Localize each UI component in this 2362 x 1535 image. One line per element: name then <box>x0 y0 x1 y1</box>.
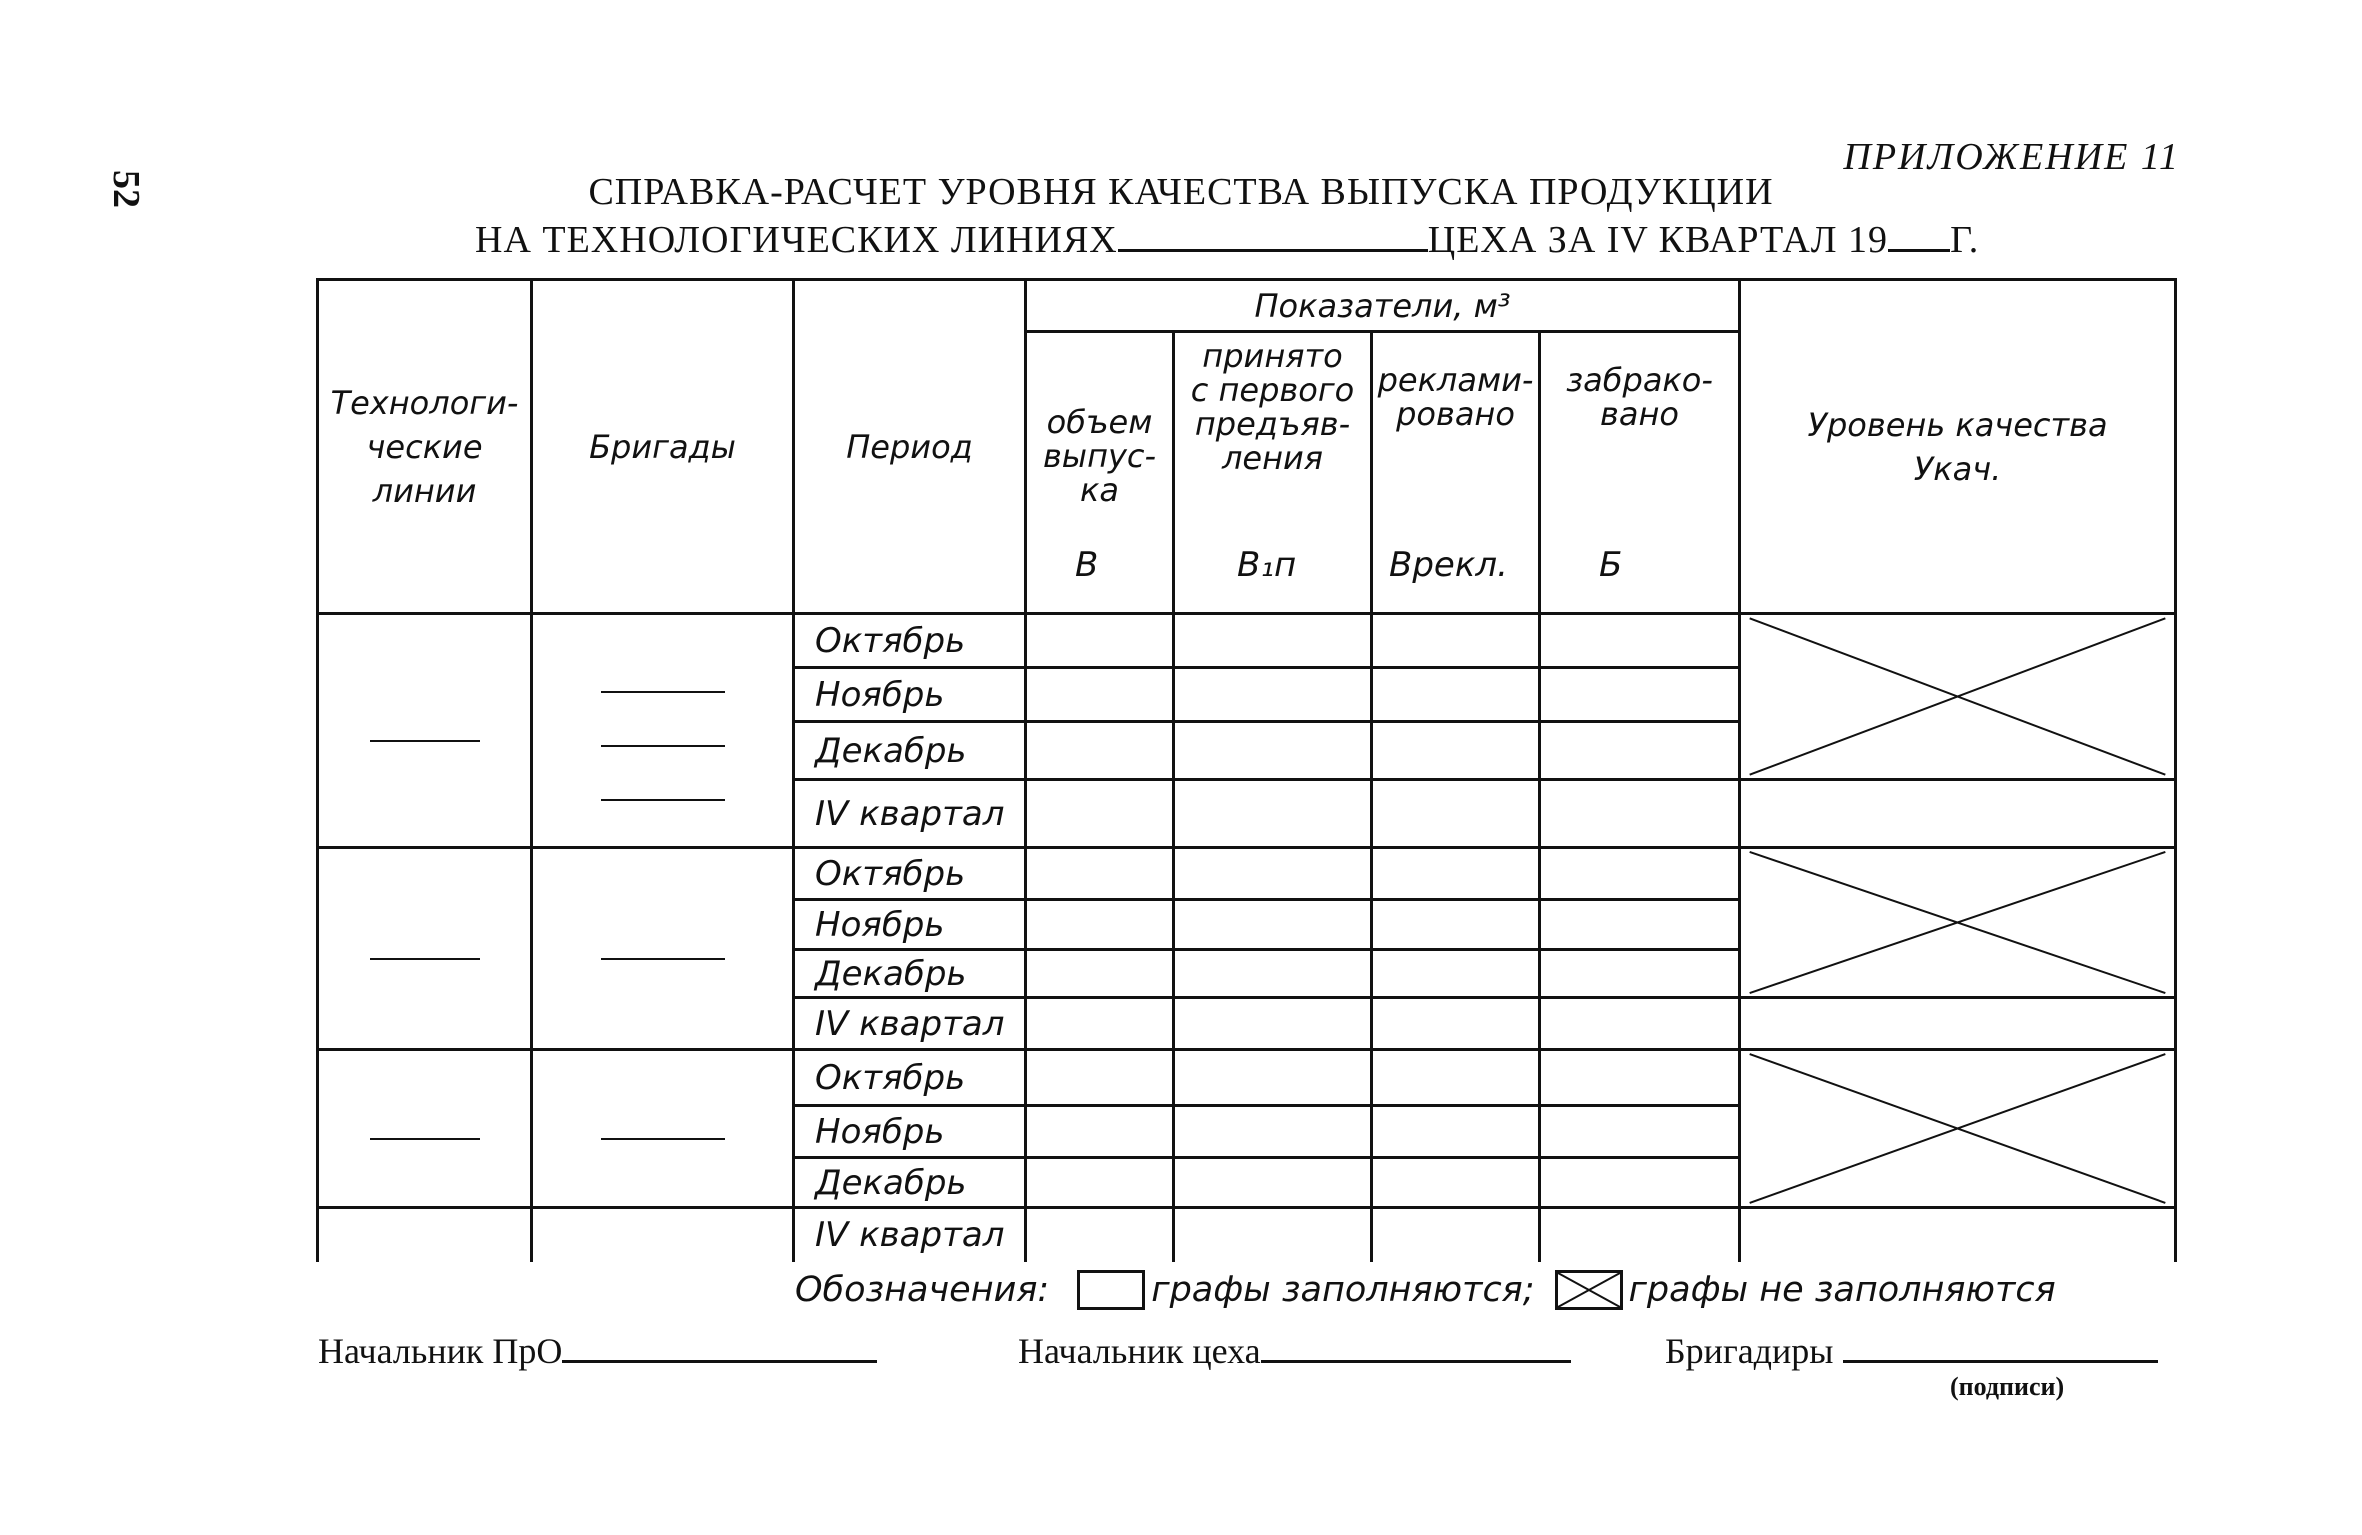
value-cell[interactable] <box>1026 614 1174 668</box>
header-rejected <box>1540 332 1740 614</box>
rejected-symbol: Б <box>1599 545 1623 585</box>
period-cell: IV квартал <box>794 998 1026 1050</box>
value-cell[interactable] <box>1540 1106 1740 1158</box>
value-cell[interactable] <box>1372 950 1540 998</box>
period-cell: Ноябрь <box>794 900 1026 950</box>
value-cell[interactable] <box>1372 722 1540 780</box>
dash-mark <box>370 1138 480 1140</box>
value-cell[interactable] <box>1372 1208 1540 1262</box>
tech-line-cell <box>318 1208 532 1262</box>
value-cell[interactable] <box>1174 780 1372 848</box>
dash-mark <box>601 691 725 693</box>
brigade-dashes <box>533 661 792 801</box>
signature-line[interactable] <box>1261 1330 1571 1363</box>
period-cell: IV квартал <box>794 780 1026 848</box>
value-cell[interactable] <box>1174 1208 1372 1262</box>
value-cell[interactable] <box>1174 1106 1372 1158</box>
claimed-symbol: Врекл. <box>1389 545 1508 585</box>
value-cell[interactable] <box>1174 900 1372 950</box>
tech-line-cell <box>318 1050 532 1208</box>
signature-line[interactable] <box>562 1330 877 1363</box>
brigade-cell <box>532 1208 794 1262</box>
rejected-label: забрако- вано <box>1566 361 1713 433</box>
title-part-year: Г. <box>1950 219 1980 261</box>
value-cell[interactable] <box>1540 1158 1740 1208</box>
value-cell[interactable] <box>1174 614 1372 668</box>
value-cell[interactable] <box>1372 848 1540 900</box>
legend-filled: графы заполняются; <box>1151 1270 1535 1310</box>
value-cell[interactable] <box>1372 780 1540 848</box>
value-cell[interactable] <box>1372 1158 1540 1208</box>
header-indicators: Показатели, м³ <box>1026 280 1740 332</box>
value-cell[interactable] <box>1174 1158 1372 1208</box>
crossed-box-icon <box>1555 1270 1623 1310</box>
dash-mark <box>601 745 725 747</box>
brigade-cell <box>532 614 794 848</box>
brigade-cell <box>532 1050 794 1208</box>
signature-note: (подписи) <box>1950 1372 2065 1401</box>
quality-table <box>316 278 2177 1262</box>
value-cell[interactable] <box>1372 900 1540 950</box>
period-cell: Октябрь <box>794 1050 1026 1106</box>
period-cell: Ноябрь <box>794 1106 1026 1158</box>
value-cell[interactable] <box>1174 848 1372 900</box>
value-cell[interactable] <box>1540 614 1740 668</box>
value-cell[interactable] <box>1372 614 1540 668</box>
value-cell[interactable] <box>1026 900 1174 950</box>
header-volume <box>1026 332 1174 614</box>
value-cell[interactable] <box>1540 998 1740 1050</box>
period-cell: Декабрь <box>794 722 1026 780</box>
quality-value-cell[interactable] <box>1740 1208 2176 1262</box>
page-number: 52 <box>105 170 147 208</box>
value-cell[interactable] <box>1026 998 1174 1050</box>
document-title-line1: СПРАВКА-РАСЧЕТ УРОВНЯ КАЧЕСТВА ВЫПУСКА ПРОДУКЦИИ <box>588 171 1774 213</box>
brigade-cell <box>532 848 794 1050</box>
cross-mark <box>1741 615 2174 778</box>
accepted-label: принято с первого предъяв- ления <box>1190 337 1355 477</box>
value-cell[interactable] <box>1026 1050 1174 1106</box>
signature-head-pro <box>318 1330 877 1372</box>
period-cell: Ноябрь <box>794 668 1026 722</box>
signature-label: Начальник цеха <box>1018 1331 1261 1371</box>
period-cell: Декабрь <box>794 950 1026 998</box>
value-cell[interactable] <box>1174 1050 1372 1106</box>
volume-symbol: В <box>1075 545 1099 585</box>
value-cell[interactable] <box>1540 848 1740 900</box>
title-blank-year <box>1888 219 1950 252</box>
period-cell: Декабрь <box>794 1158 1026 1208</box>
signature-label: Начальник ПрО <box>318 1331 563 1371</box>
dash-mark <box>370 958 480 960</box>
title-part-lines: НА ТЕХНОЛОГИЧЕСКИХ ЛИНИЯХ <box>475 219 1118 261</box>
value-cell[interactable] <box>1372 1050 1540 1106</box>
value-cell[interactable] <box>1372 998 1540 1050</box>
empty-box-icon <box>1077 1270 1145 1310</box>
quality-value-cell[interactable] <box>1740 780 2176 848</box>
value-cell[interactable] <box>1174 950 1372 998</box>
value-cell[interactable] <box>1026 1208 1174 1262</box>
dash-mark <box>601 799 725 801</box>
header-quality <box>1740 280 2176 614</box>
header-brigades: Бригады <box>532 280 794 614</box>
value-cell[interactable] <box>1372 668 1540 722</box>
value-cell[interactable] <box>1026 1158 1174 1208</box>
value-cell[interactable] <box>1026 848 1174 900</box>
cross-mark <box>1741 849 2174 996</box>
header-tech-lines: Технологи- ческие линии <box>318 280 532 614</box>
value-cell[interactable] <box>1540 950 1740 998</box>
dash-mark <box>601 958 725 960</box>
crossed-quality-cell <box>1740 1050 2176 1208</box>
value-cell[interactable] <box>1540 900 1740 950</box>
legend-label: Обозначения: <box>795 1270 1050 1310</box>
legend <box>795 1270 2056 1310</box>
header-period: Период <box>794 280 1026 614</box>
signature-line[interactable] <box>1843 1330 2158 1363</box>
value-cell[interactable] <box>1174 998 1372 1050</box>
signature-label: Бригадиры <box>1665 1331 1834 1371</box>
quality-symbol: Укач. <box>1913 449 2002 488</box>
value-cell[interactable] <box>1540 780 1740 848</box>
signature-foremen <box>1665 1330 2158 1372</box>
claimed-label: реклами- ровано <box>1377 361 1534 433</box>
tech-line-cell <box>318 614 532 848</box>
volume-label: объем выпус- ка <box>1042 403 1157 509</box>
legend-not-filled: графы не заполняются <box>1628 1270 2056 1310</box>
dash-mark <box>601 1138 725 1140</box>
document-title-line2 <box>475 218 1979 262</box>
signature-head-shop <box>1018 1330 1571 1372</box>
value-cell[interactable] <box>1540 722 1740 780</box>
value-cell[interactable] <box>1540 1208 1740 1262</box>
crossed-quality-cell <box>1740 848 2176 998</box>
title-blank-lines <box>1118 219 1428 252</box>
tech-line-cell <box>318 848 532 1050</box>
dash-mark <box>370 740 480 742</box>
title-part-shop: ЦЕХА ЗА IV КВАРТАЛ 19 <box>1427 219 1889 261</box>
quality-label: Уровень качества <box>1807 405 2108 444</box>
appendix-label: ПРИЛОЖЕНИЕ 11 <box>1843 136 2180 178</box>
value-cell[interactable] <box>1174 722 1372 780</box>
cross-mark <box>1741 1051 2174 1206</box>
quality-value-cell[interactable] <box>1740 998 2176 1050</box>
accepted-symbol: В₁п <box>1237 545 1297 585</box>
header-accepted <box>1174 332 1372 614</box>
value-cell[interactable] <box>1026 668 1174 722</box>
value-cell[interactable] <box>1026 722 1174 780</box>
period-cell: Октябрь <box>794 848 1026 900</box>
value-cell[interactable] <box>1372 1106 1540 1158</box>
period-cell: IV квартал <box>794 1208 1026 1262</box>
value-cell[interactable] <box>1540 1050 1740 1106</box>
header-claimed <box>1372 332 1540 614</box>
value-cell[interactable] <box>1026 1106 1174 1158</box>
crossed-quality-cell <box>1740 614 2176 780</box>
value-cell[interactable] <box>1026 950 1174 998</box>
value-cell[interactable] <box>1174 668 1372 722</box>
period-cell: Октябрь <box>794 614 1026 668</box>
value-cell[interactable] <box>1540 668 1740 722</box>
value-cell[interactable] <box>1026 780 1174 848</box>
